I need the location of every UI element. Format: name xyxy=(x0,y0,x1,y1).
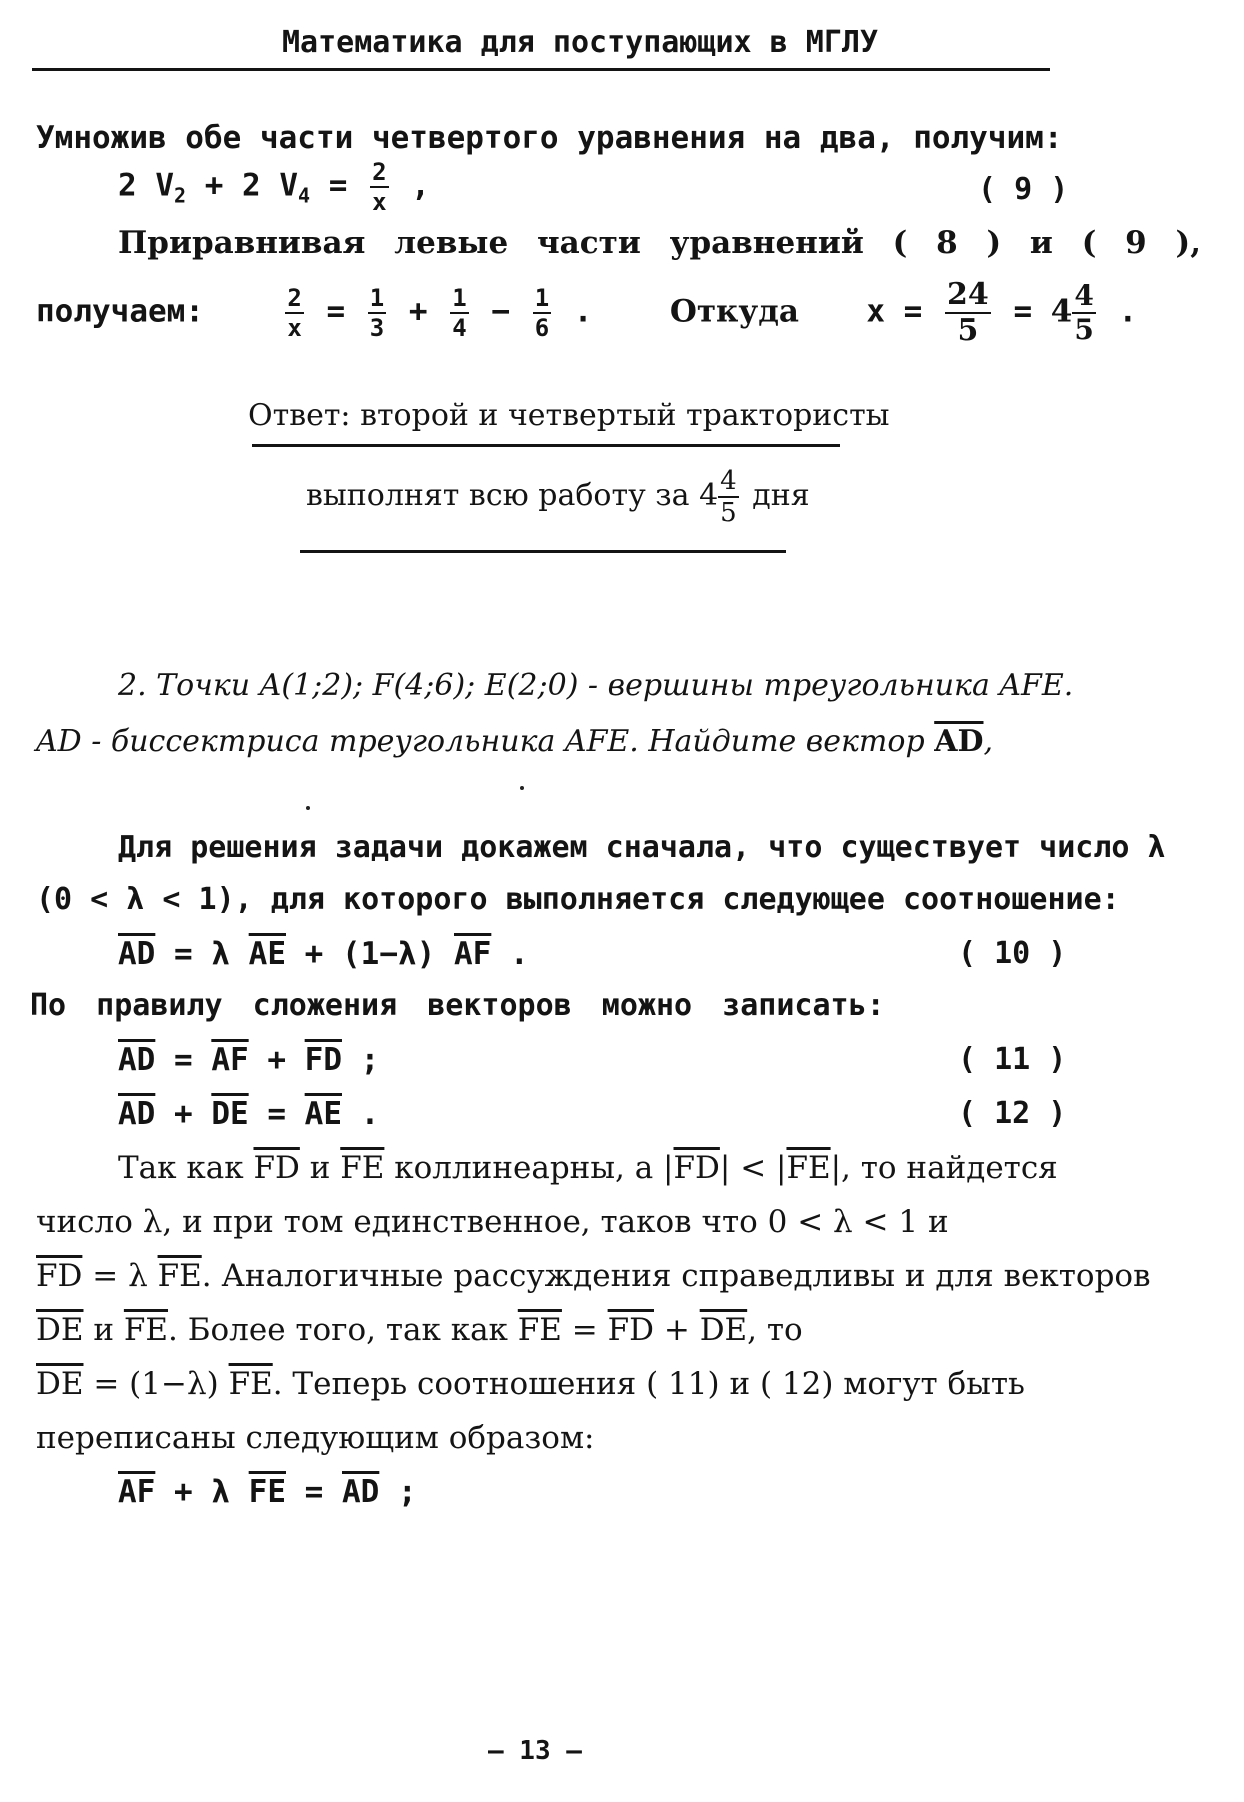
para-collinear-6: переписаны следующим образом: xyxy=(36,1420,595,1456)
equation-10: $\overline{AD} = \lambda$ $\overline{AE} + (1-\lambda)$ $\overline{AF}$ . xyxy=(118,936,529,972)
final-lambda: + λ xyxy=(174,1474,230,1510)
fraction-1-6: $\frac{1}{6}$ xyxy=(534,284,550,342)
running-header: Математика для поступающих в МГЛУ xyxy=(282,25,879,60)
answer-line-1: Ответ: второй и четвертый трактористы xyxy=(248,398,890,433)
paragraph-multiply: Умножив обе части четвертого уравнения на два, получим: xyxy=(36,120,1063,156)
vector-ad: $\overline{AD}$ xyxy=(118,936,156,972)
para-collinear-3: $\overline{FD} = \lambda$ $\overline{FE}$. Аналогичные рассуждения справедливы и для векторов xyxy=(36,1258,1151,1294)
vector-fe: $\overline{FE}$ xyxy=(340,1150,385,1186)
vector-fe: $\overline{FE}$ xyxy=(157,1258,202,1294)
eq9-sub2: 2 xyxy=(174,183,187,208)
fraction-4-5: $\frac{4}{5}$ xyxy=(1074,279,1094,346)
equation-9-number: ( 9 ) xyxy=(978,172,1069,207)
para-collinear-2: число λ, и при том единственное, таков что 0 < λ < 1 и xyxy=(36,1204,949,1240)
vector-rule-line: По правилу сложения векторов можно записать: xyxy=(30,988,885,1023)
para-collinear-4: $\overline{DE}$ и $\overline{FE}$. Более того, так как $\overline{FE} = \overline{FD} + \overline{DE}$, то xyxy=(36,1312,803,1348)
paragraph-equate: Приравнивая левые части уравнений ( 8 ) и ( 9 ), xyxy=(118,225,1201,261)
eq10-lambda: = λ xyxy=(174,936,230,972)
para-collinear-1: Так как $\overline{FD}$ и $\overline{FE}$ коллинеарны, а $|\overline{FD}| < |\overline{FE}|$, то найдется xyxy=(118,1150,1058,1186)
page-number: — 13 — xyxy=(488,1736,582,1766)
vector-fe: $\overline{FE}$ xyxy=(123,1312,169,1348)
equation-11: $\overline{AD} = \overline{AF} + \overline{FD}$ ; xyxy=(118,1042,380,1078)
equation-9: 2 $V_2 + 2$ $V_4$ = $\frac{2}{x}$ , xyxy=(118,158,430,216)
vector-fd: $\overline{FD}$ xyxy=(253,1150,300,1186)
answer-line-2 xyxy=(306,468,810,526)
answer-text-a: выполнят всю работу за xyxy=(306,478,690,513)
vector-fe: $\overline{FE}$ xyxy=(517,1312,562,1348)
word-we-get: получаем: xyxy=(36,293,204,330)
word-whence: Откуда xyxy=(669,293,800,330)
vector-ad: $\overline{AD}$ xyxy=(118,1042,156,1078)
vector-ae: $\overline{AE}$ xyxy=(304,1096,342,1132)
vector-fd: $\overline{FD}$ xyxy=(36,1258,83,1294)
eq9-equals: = xyxy=(328,167,348,204)
speck xyxy=(520,786,524,790)
equation-11-number: ( 11 ) xyxy=(958,1042,1067,1077)
vector-fd: $\overline{FD}$ xyxy=(607,1312,654,1348)
vector-ad: $\overline{AD}$ xyxy=(118,1096,156,1132)
eq10-one-minus-lambda: + (1−λ) xyxy=(304,936,436,972)
header-rule xyxy=(32,68,1050,71)
vector-ad: $\overline{AD}$ xyxy=(934,724,984,759)
vector-de: $\overline{DE}$ xyxy=(699,1312,748,1348)
vector-de: $\overline{DE}$ xyxy=(36,1366,84,1402)
equation-12-number: ( 12 ) xyxy=(958,1096,1067,1131)
answer-rule-1 xyxy=(252,444,840,447)
speck xyxy=(306,806,310,810)
equation-12: $\overline{AD} + \overline{DE} = \overline{AE}$ . xyxy=(118,1096,380,1132)
answer-rule-2 xyxy=(300,550,786,553)
vector-fe: $\overline{FE}$ xyxy=(228,1366,273,1402)
task2-line-1: 2. Точки A(1;2); F(4;6); E(2;0) - вершины треугольника AFE. xyxy=(118,668,1074,703)
solution-line-1: Для решения задачи докажем сначала, что существует число λ xyxy=(118,830,1166,865)
fraction-24-5: $\frac{24}{5}$ xyxy=(947,277,989,348)
eq9-sub4: 4 xyxy=(298,183,311,208)
fraction-1-3: $\frac{1}{3}$ xyxy=(369,284,385,342)
vector-fd: $\overline{FD}$ xyxy=(304,1042,342,1078)
para-collinear-5: $\overline{DE} = (1-\lambda)$ $\overline{FE}$. Теперь соотношения ( 11) и ( 12) могут быть xyxy=(36,1366,1025,1402)
fraction-1-4: $\frac{1}{4}$ xyxy=(452,284,467,342)
eq9-term1: 2 V xyxy=(118,167,174,204)
vector-af: $\overline{AF}$ xyxy=(454,936,492,972)
vector-de: $\overline{DE}$ xyxy=(211,1096,249,1132)
vector-af: $\overline{AF}$ xyxy=(211,1042,249,1078)
task2-text: AD - биссектриса треугольника AFE. Найдите вектор xyxy=(36,724,925,759)
vector-de: $\overline{DE}$ xyxy=(36,1312,84,1348)
equation-final: $\overline{AF} + \lambda$ $\overline{FE} = \overline{AD}$ ; xyxy=(118,1474,417,1510)
x-equals: x = xyxy=(866,293,923,330)
vector-ae: $\overline{AE}$ xyxy=(248,936,286,972)
fraction-2-over-x: $\frac{2}{x}$ xyxy=(372,158,387,216)
task2-line-2: AD - биссектриса треугольника AFE. Найдите вектор $\overline{AD}$, xyxy=(36,724,994,759)
equation-result-line: получаем: $\frac{2}{x}$ = $\frac{1}{3}$ + $\frac{1}{4}$ − $\frac{1}{6}$ . Откуда x = $\frac{24}{5}$ = 4 $\frac{4}{5}$ . xyxy=(36,277,1138,348)
vector-ad: $\overline{AD}$ xyxy=(342,1474,380,1510)
vector-af: $\overline{AF}$ xyxy=(118,1474,156,1510)
solution-line-2: (0 < λ < 1), для которого выполняется следующее соотношение: xyxy=(36,882,1120,917)
eq9-term2: + 2 V xyxy=(204,167,299,204)
equation-10-number: ( 10 ) xyxy=(958,936,1067,971)
mixed-whole-4: 4 xyxy=(1050,293,1073,330)
fraction-2-over-x-b: $\frac{2}{x}$ xyxy=(287,284,302,342)
answer-whole: 4 xyxy=(699,478,719,513)
vector-fe: $\overline{FE}$ xyxy=(248,1474,286,1510)
answer-text-b: дня xyxy=(752,478,810,513)
answer-fraction: $\frac{4}{5}$ xyxy=(720,466,737,528)
